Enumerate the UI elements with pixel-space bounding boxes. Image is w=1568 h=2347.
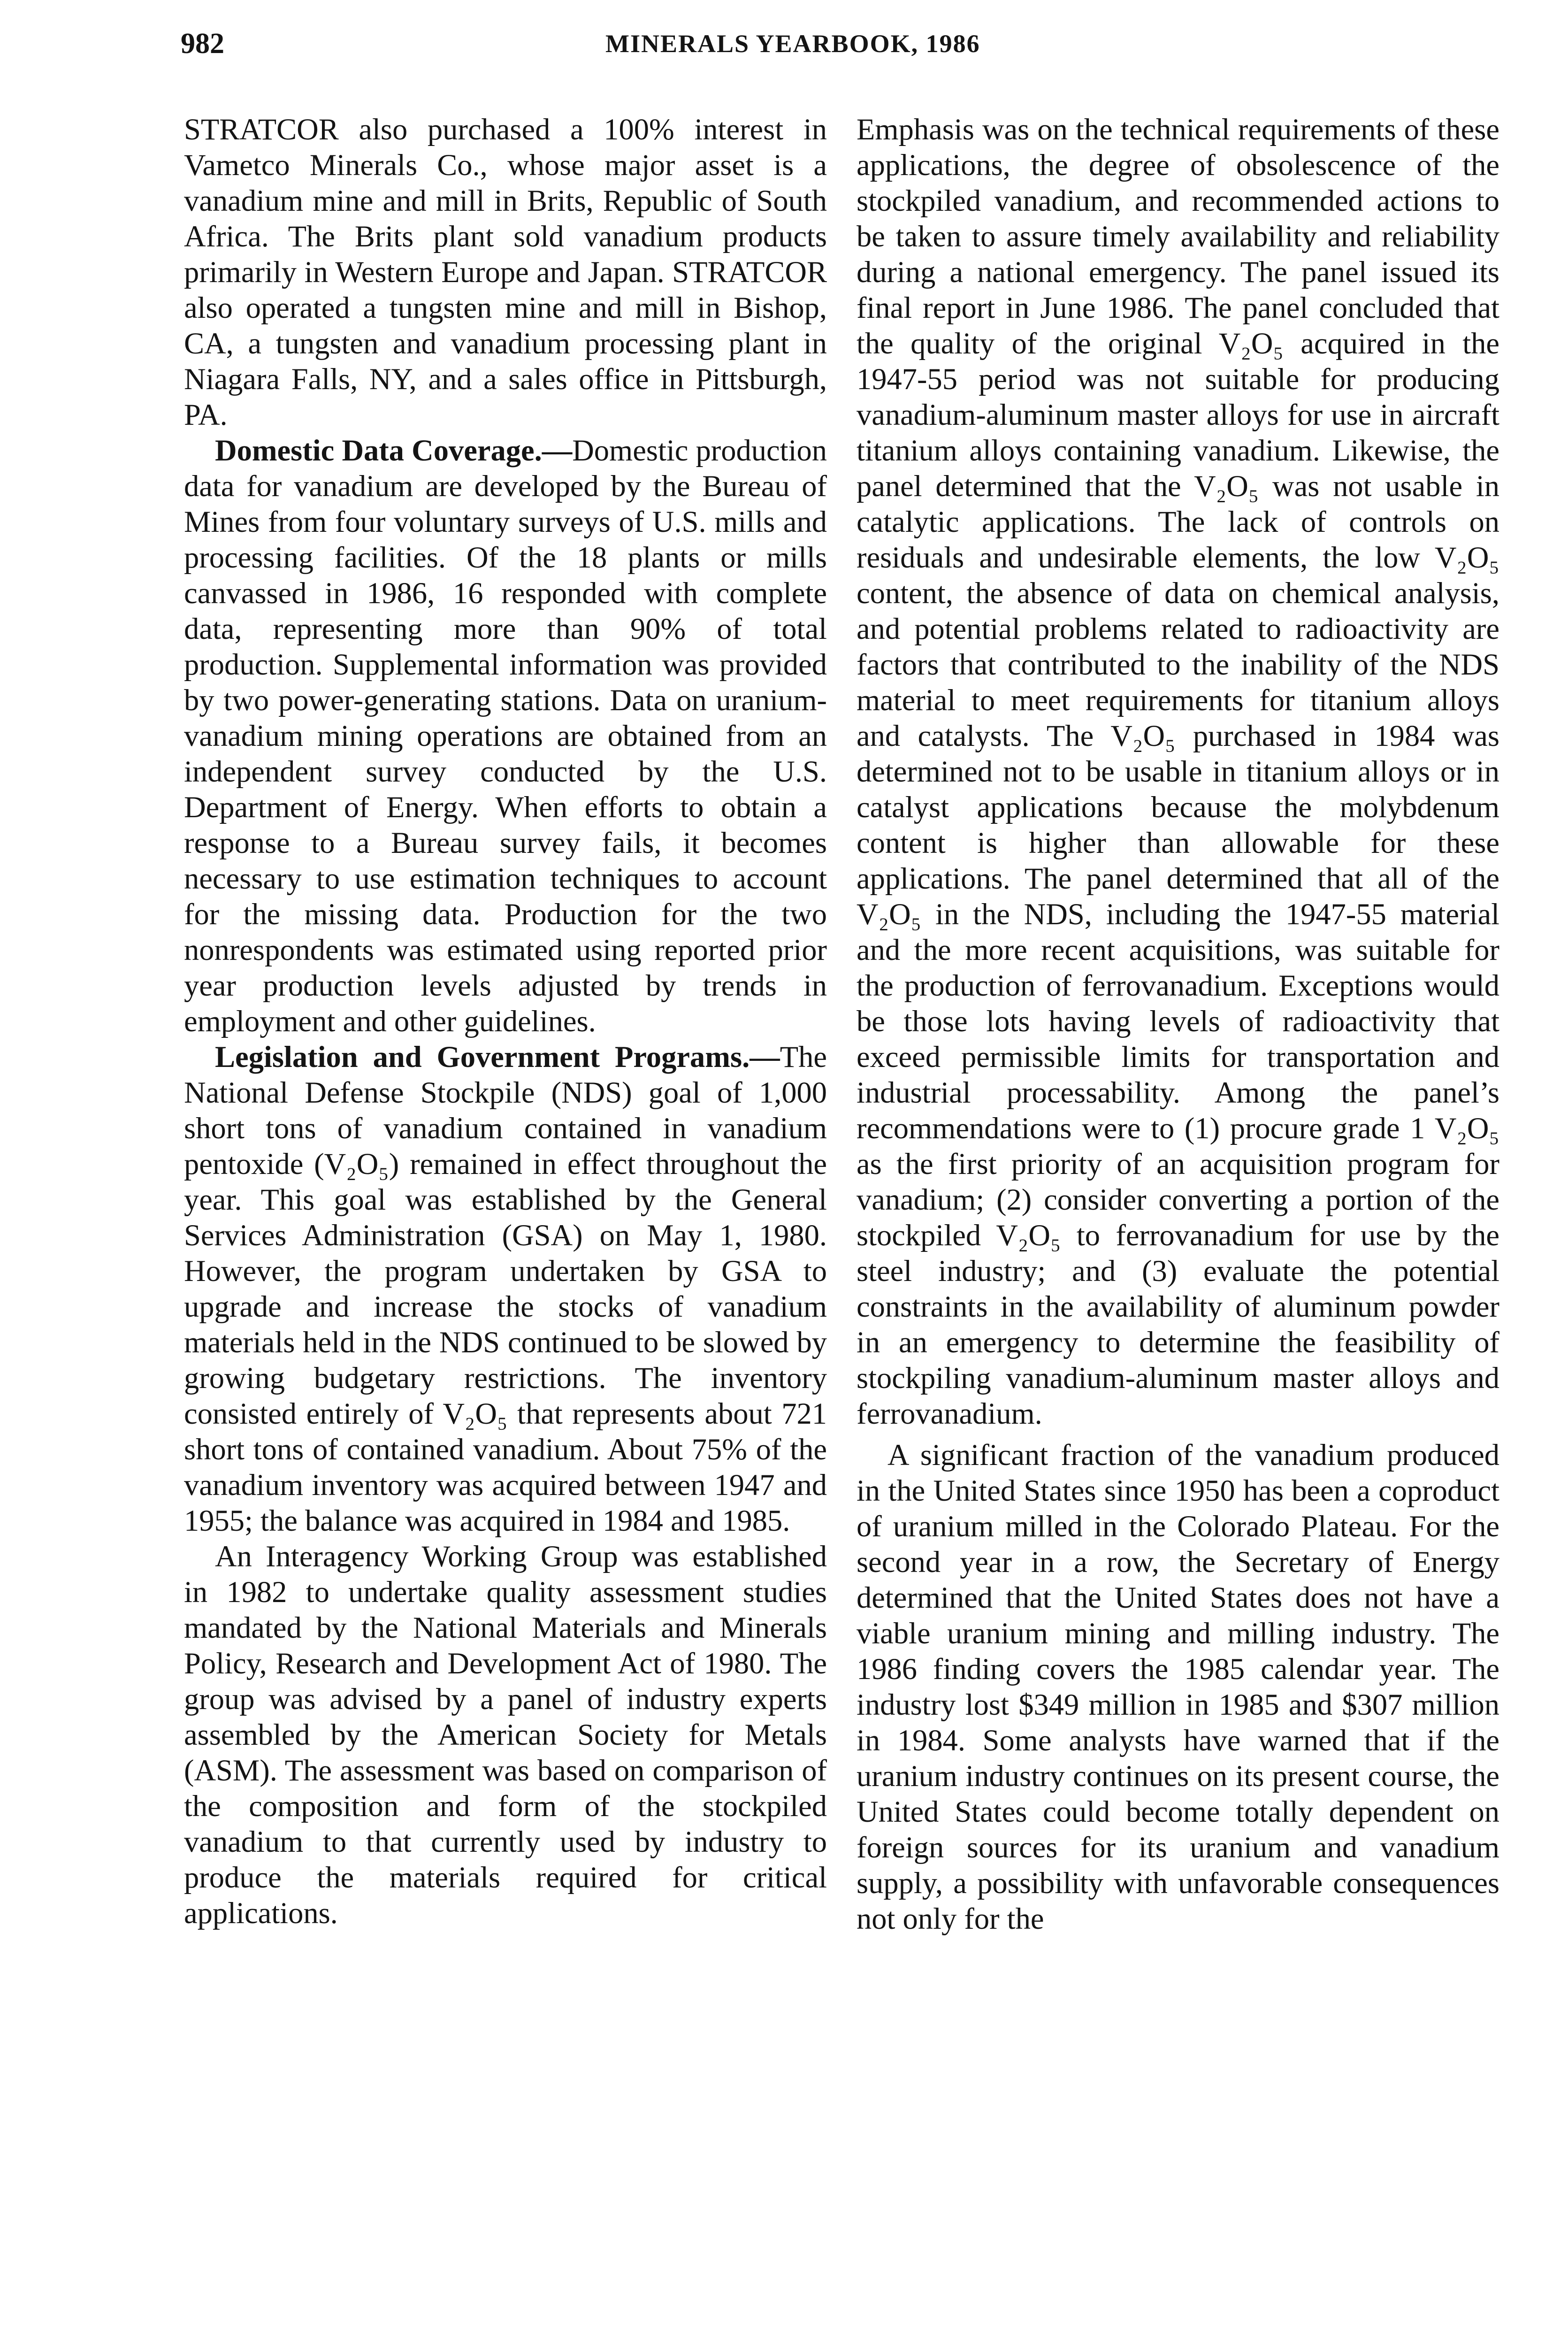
paragraph-legislation-programs	[184, 1039, 827, 1539]
section-heading-domestic-data-coverage: Domestic Data Coverage.—	[215, 434, 573, 467]
paragraph-uranium-coproduct	[857, 1437, 1499, 1937]
paragraph-interagency-working-group	[184, 1539, 827, 1931]
right-column	[857, 112, 1499, 1937]
paragraph-domestic-data-coverage	[184, 433, 827, 1039]
paragraph-text: The National Defense Stockpile (NDS) goal of 1,000 short tons of vanadium contained in vanadium pentoxide (V₂O₅) remained in effect throughout the year. This goal was established by the General Services Administration (GSA) on May 1, 1980. However, the program undertaken by GSA to upgrade and increase the stocks of vanadium materials held in the NDS continued to be slowed by growing budgetary restrictions. The inventory consisted entirely of V₂O₅ that represents about 721 short tons of contained vanadium. About 75% of the vanadium inventory was acquired between 1947 and 1955; the balance was acquired in 1984 and 1985.	[184, 1040, 827, 1537]
paragraph-text: An Interagency Working Group was established in 1982 to undertake quality assessment studies mandated by the National Materials and Minerals Policy, Research and Development Act of 1980. The group was advised by a panel of industry experts assembled by the American Society for Metals (ASM). The assessment was based on comparison of the composition and form of the stockpiled vanadium to that currently used by industry to produce the materials required for critical applications.	[184, 1540, 827, 1930]
paragraph-text: A significant fraction of the vanadium produced in the United States since 1950 has been a coproduct of uranium milled in the Colorado Plateau. For the second year in a row, the Secretary of Energy determined that the United States does not have a viable uranium mining and milling industry. The 1986 finding covers the 1985 calendar year. The industry lost $349 million in 1985 and $307 million in 1984. Some analysts have warned that if the uranium industry continues on its present course, the United States could become totally dependent on foreign sources for its uranium and vanadium supply, a possibility with unfavorable consequences not only for the	[857, 1438, 1499, 1935]
paragraph-text: Emphasis was on the technical requirements of these applications, the degree of obsolescence of the stockpiled vanadium, and recommended actions to be taken to assure timely availability and reliability during a national emergency. The panel issued its final report in June 1986. The panel concluded that the quality of the original V₂O₅ acquired in the 1947-55 period was not suitable for producing vanadium-aluminum master alloys for use in aircraft titanium alloys containing vanadium. Likewise, the panel determined that the V₂O₅ was not usable in catalytic applications. The lack of controls on residuals and undesirable elements, the low V₂O₅ content, the absence of data on chemical analysis, and potential problems related to radioactivity are factors that contributed to the inability of the NDS material to meet requirements for titanium alloys and catalysts. The V₂O₅ purchased in 1984 was determined not to be usable in titanium alloys or in catalyst applications because the molybdenum content is higher than allowable for these applications. The panel determined that all of the V₂O₅ in the NDS, including the 1947-55 material and the more recent acquisitions, was suitable for the production of ferrovanadium. Exceptions would be those lots having levels of radioactivity that exceed permissible limits for transportation and industrial processability. Among the panel’s recommendations were to (1) procure grade 1 V₂O₅ as the first priority of an acquisition program for vanadium; (2) consider converting a portion of the stockpiled V₂O₅ to ferrovanadium for use by the steel industry; and (3) evaluate the potential constraints in the availability of aluminum powder in an emergency to determine the feasibility of stockpiling vanadium-aluminum master alloys and ferrovanadium.	[857, 113, 1499, 1430]
page-number: 982	[181, 28, 224, 60]
paragraph-text: STRATCOR also purchased a 100% interest in Vametco Minerals Co., whose major asset is a vanadium mine and mill in Brits, Republic of South Africa. The Brits plant sold vanadium products primarily in Western Europe and Japan. STRATCOR also operated a tungsten mine and mill in Bishop, CA, a tungsten and vanadium processing plant in Niagara Falls, NY, and a sales office in Pittsburgh, PA.	[184, 113, 827, 431]
paragraph-text: Domestic production data for vanadium are developed by the Bureau of Mines from four voluntary surveys of U.S. mills and processing facilities. Of the 18 plants or mills canvassed in 1986, 16 responded with complete data, representing more than 90% of total production. Supplemental information was provided by two power-generating stations. Data on uranium-vanadium mining operations are obtained from an independent survey conducted by the U.S. Department of Energy. When efforts to obtain a response to a Bureau survey fails, it becomes necessary to use estimation techniques to account for the missing data. Production for the two nonrespondents was estimated using reported prior year production levels adjusted by trends in employment and other guidelines.	[184, 434, 827, 1038]
section-heading-legislation: Legislation and Government Programs.—	[215, 1040, 780, 1074]
running-head: MINERALS YEARBOOK, 1986	[605, 30, 980, 58]
paragraph-stratcor-acquisition	[184, 112, 827, 433]
left-column	[184, 112, 827, 1931]
paragraph-panel-findings	[857, 112, 1499, 1432]
